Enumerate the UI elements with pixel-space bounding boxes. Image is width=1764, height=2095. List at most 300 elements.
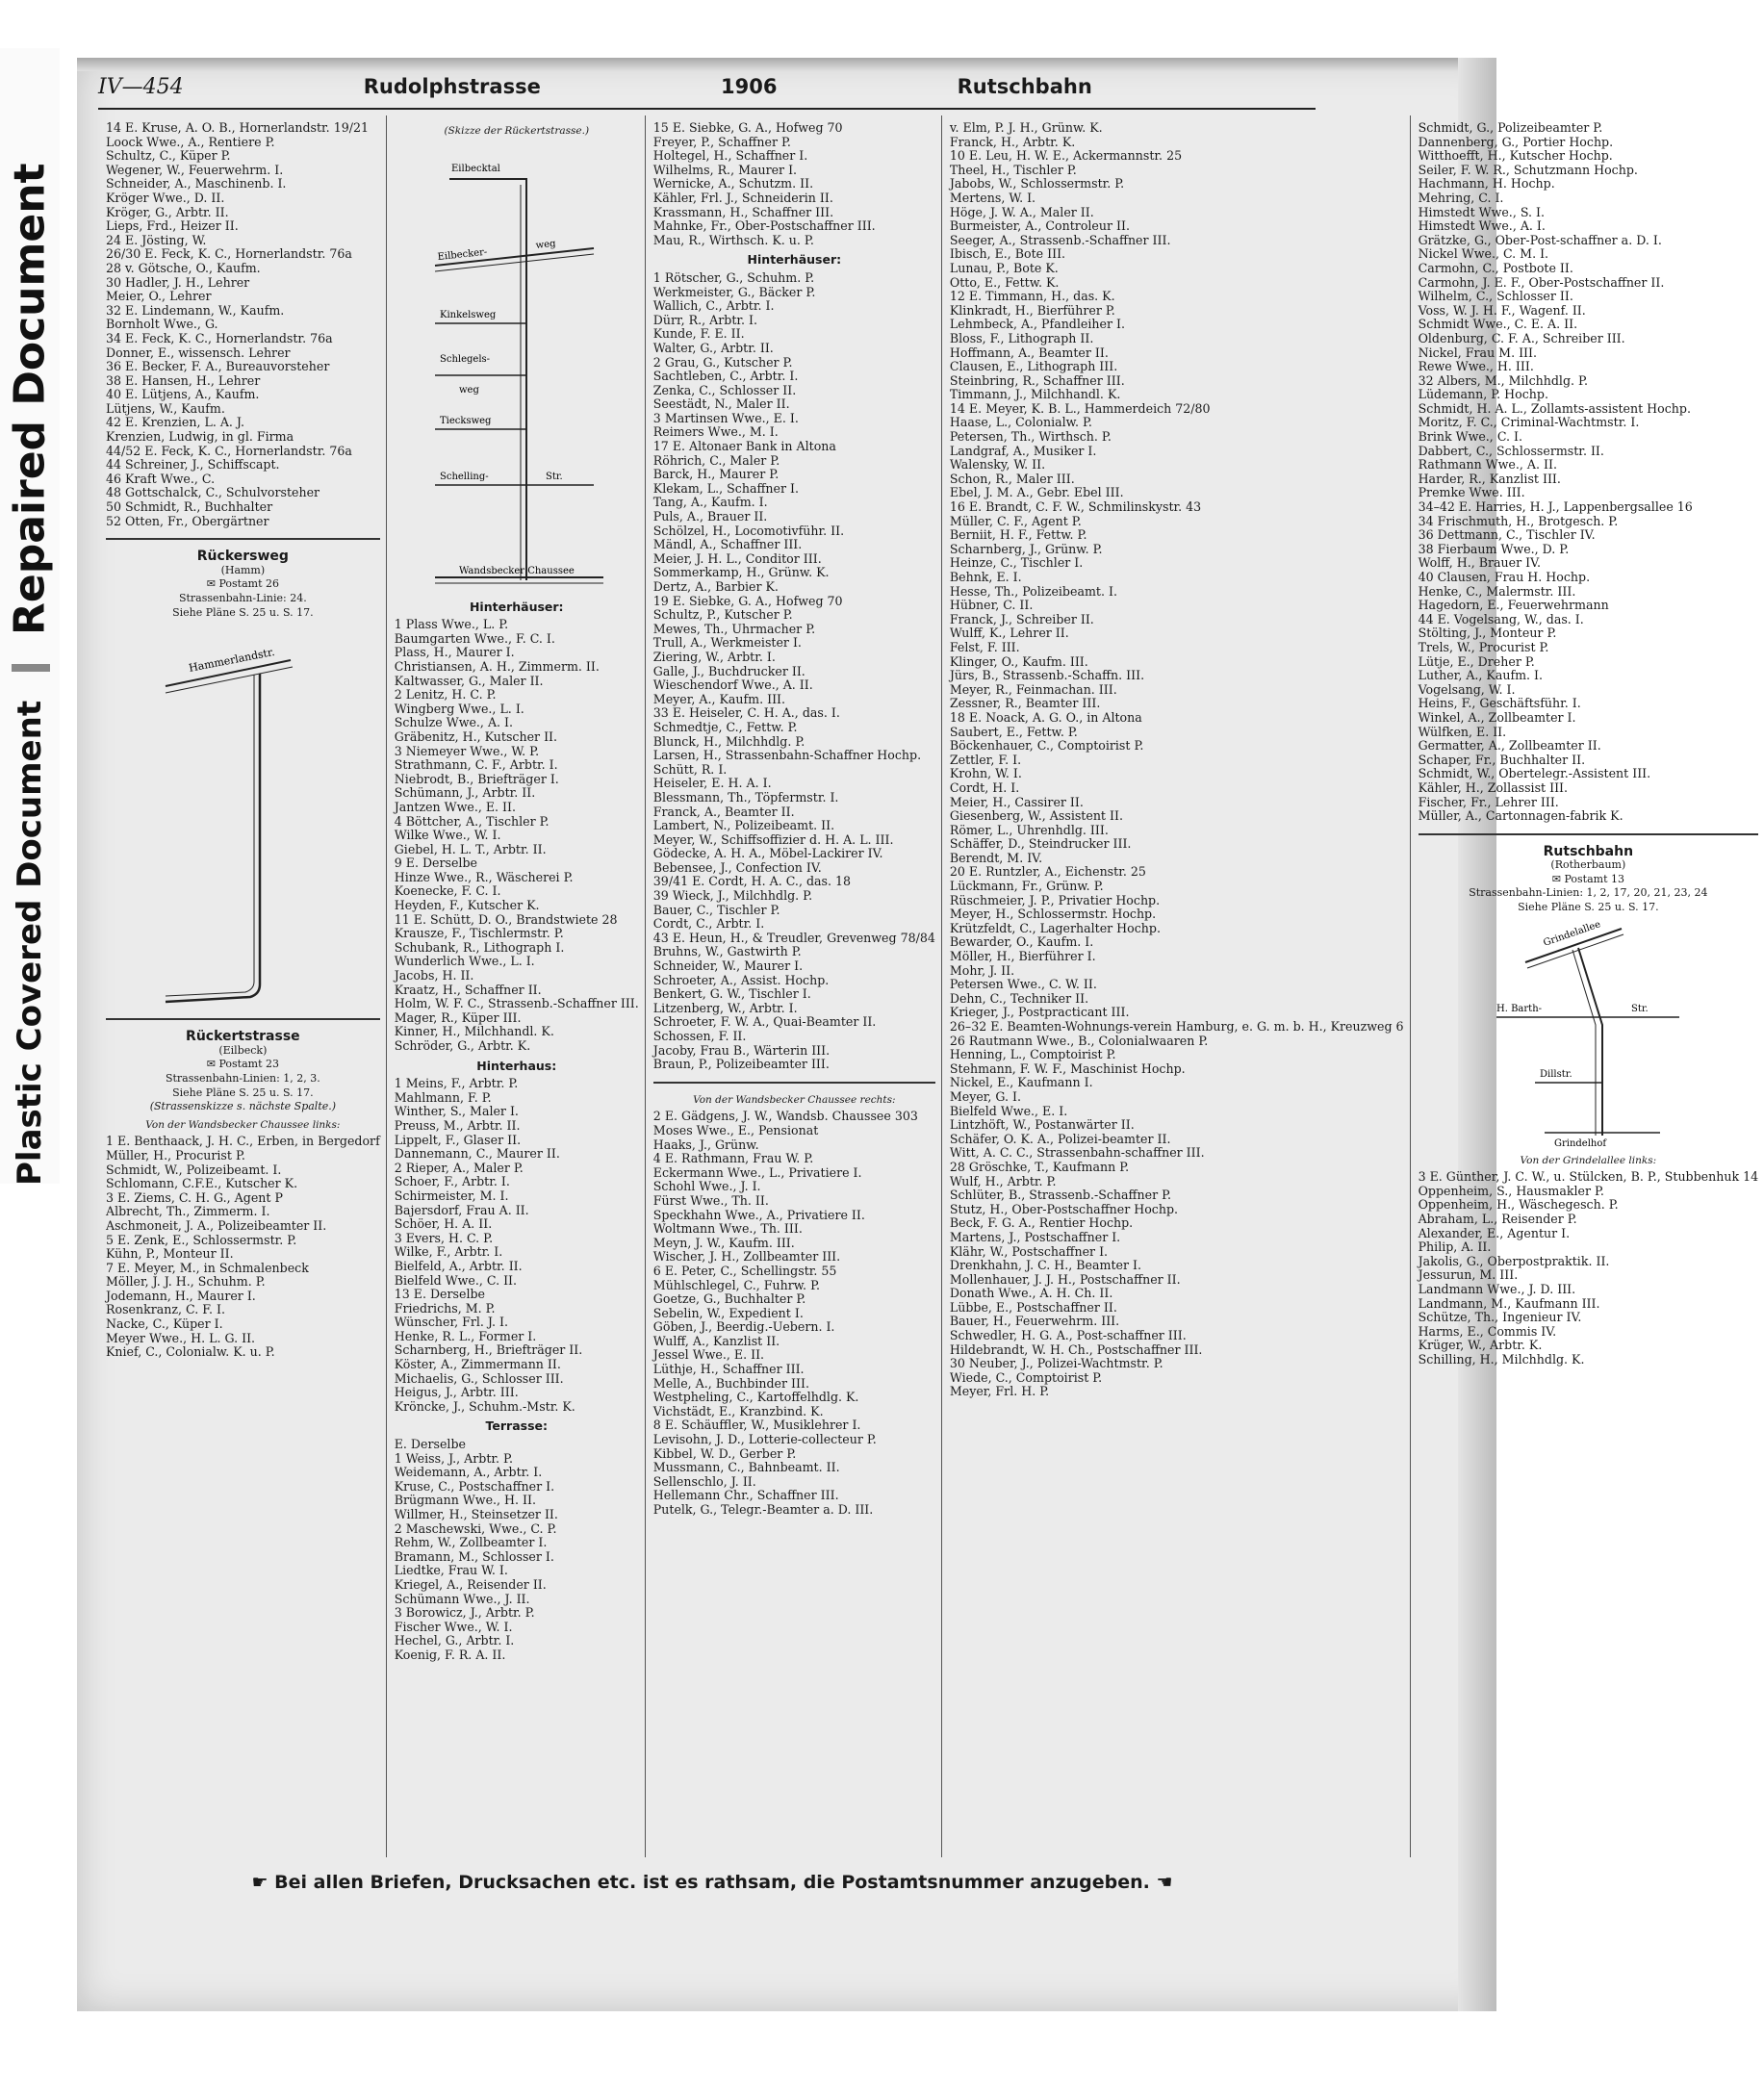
directory-entry: 2 Grau, G., Kutscher P. bbox=[652, 354, 793, 370]
directory-entry: Gödecke, A. H. A., Möbel-Lackirer IV. bbox=[652, 846, 883, 861]
directory-entry: Schulze Wwe., A. I. bbox=[394, 715, 514, 730]
directory-entry: Bauer, H., Feuerwehrm. III. bbox=[949, 1314, 1120, 1329]
directory-entry: Heiseler, E. H. A. I. bbox=[652, 776, 772, 791]
directory-entry: 46 Kraft Wwe., C. bbox=[106, 471, 216, 486]
directory-entry: Weidemann, A., Arbtr. I. bbox=[394, 1465, 543, 1480]
directory-entry: Schneider, W., Maurer I. bbox=[652, 958, 804, 974]
repaired-document-label: Repaired Document bbox=[5, 163, 55, 636]
section-plans: Siehe Pläne S. 25 u. S. 17. bbox=[172, 1086, 314, 1099]
directory-entry: Kaltwasser, G., Maler II. bbox=[394, 673, 544, 688]
hint-hinterhaeuser: Hinterhäuser: bbox=[747, 252, 842, 268]
directory-entry: Müller, C. F., Agent P. bbox=[949, 513, 1082, 528]
directory-entry: Bramann, M., Schlosser I. bbox=[394, 1548, 554, 1564]
plastic-covered-label: Plastic Covered Document bbox=[11, 700, 49, 1187]
directory-entry: Wieschendorf Wwe., A. II. bbox=[652, 677, 813, 693]
directory-entry: 12 E. Timmann, H., das. K. bbox=[949, 289, 1115, 304]
directory-entry: Meier, J. H. L., Conditor III. bbox=[652, 550, 822, 566]
directory-entry: Bielfeld Wwe., E. I. bbox=[949, 1103, 1068, 1118]
directory-entry: Krützfeldt, C., Lagerhalter Hochp. bbox=[949, 920, 1161, 935]
directory-entry: 36 Dettmann, C., Tischler IV. bbox=[1418, 527, 1596, 543]
directory-entry: Koenig, F. R. A. II. bbox=[394, 1647, 506, 1662]
directory-entry: 4 E. Rathmann, Frau W. P. bbox=[652, 1151, 814, 1166]
directory-entry: Puls, A., Brauer II. bbox=[652, 509, 768, 524]
directory-entry: Clausen, E., Lithograph III. bbox=[949, 359, 1118, 374]
directory-entry: Schöer, H. A. II. bbox=[394, 1216, 493, 1232]
directory-entry: Wingberg Wwe., L. I. bbox=[394, 701, 524, 716]
directory-entry: Albrecht, Th., Zimmerm. I. bbox=[106, 1204, 270, 1219]
section-lines: Strassenbahn-Linie: 24. bbox=[178, 592, 307, 604]
directory-entry: Kähler, H., Zollassist III. bbox=[1418, 779, 1569, 795]
directory-entry: Rosenkranz, C. F. I. bbox=[106, 1302, 225, 1317]
directory-entry: Stehmann, F. W. F., Maschinist Hochp. bbox=[949, 1060, 1186, 1076]
directory-entry: 34 E. Feck, K. C., Hornerlandstr. 76a bbox=[106, 330, 333, 345]
directory-entry: Schmidt, G., Polizeibeamter P. bbox=[1418, 120, 1603, 135]
directory-entry: Nickel, Frau M. III. bbox=[1418, 345, 1538, 360]
directory-entry: Fürst Wwe., Th. II. bbox=[652, 1192, 769, 1208]
directory-entry: Lintzhöft, W., Postanwärter II. bbox=[949, 1117, 1135, 1133]
directory-entry: Mohr, J. II. bbox=[949, 962, 1015, 978]
directory-entry: 14 E. Kruse, A. O. B., Hornerlandstr. 19/21 bbox=[106, 120, 369, 135]
directory-entry: Röhrich, C., Maler P. bbox=[652, 452, 780, 468]
rutschbahn-street-sketch bbox=[1487, 919, 1689, 1150]
directory-entry: 9 E. Derselbe bbox=[394, 856, 477, 871]
directory-entry: 26–32 E. Beamten-Wohnungs-verein Hamburg, e. G. m. b. H., Kreuzweg 6 bbox=[949, 1019, 1404, 1034]
directory-entry: Seiler, F. W. R., Schutzmann Hochp. bbox=[1418, 162, 1638, 177]
rueckertstrasse-street-sketch bbox=[421, 142, 613, 595]
section-title: Rückertstrasse bbox=[186, 1029, 300, 1045]
directory-entry: Schultz, C., Küper P. bbox=[106, 148, 231, 164]
directory-entry: 42 E. Krenzien, L. A. J. bbox=[106, 415, 244, 430]
directory-entry: Jessel Wwe., E. II. bbox=[652, 1347, 765, 1363]
directory-entry: Friedrichs, M. P. bbox=[394, 1300, 496, 1316]
directory-entry: Hoffmann, A., Beamter II. bbox=[949, 345, 1109, 360]
directory-entry: Braun, P., Polizeibeamter III. bbox=[652, 1057, 830, 1072]
directory-entry: Krüger, W., Arbtr. K. bbox=[1418, 1338, 1543, 1353]
map-street-label: Dillstr. bbox=[1540, 1068, 1572, 1080]
directory-entry: Schröder, G., Arbtr. K. bbox=[394, 1038, 531, 1053]
directory-entry: Schultz, P., Kutscher P. bbox=[652, 607, 793, 623]
map-street-label: Grindelhof bbox=[1554, 1137, 1607, 1149]
directory-entry: Klinger, O., Kaufm. III. bbox=[949, 653, 1088, 669]
directory-entry: Bewarder, O., Kaufm. I. bbox=[949, 934, 1094, 950]
directory-entry: 39/41 E. Cordt, H. A. C., das. 18 bbox=[652, 874, 852, 889]
directory-entry: 13 E. Derselbe bbox=[394, 1287, 485, 1302]
directory-entry: Alexander, E., Agentur I. bbox=[1418, 1225, 1571, 1240]
directory-entry: Christiansen, A. H., Zimmerm. II. bbox=[394, 658, 600, 674]
directory-entry: Berniit, H. F., Fettw. P. bbox=[949, 527, 1087, 543]
directory-entry: Lückmann, Fr., Grünw. P. bbox=[949, 879, 1104, 894]
directory-entry: Ziering, W., Arbtr. I. bbox=[652, 649, 776, 664]
directory-entry: 32 Albers, M., Milchhdlg. P. bbox=[1418, 372, 1588, 388]
directory-entry: Dannenberg, G., Portier Hochp. bbox=[1418, 134, 1614, 149]
directory-entry: Krieger, J., Postpracticant III. bbox=[949, 1005, 1130, 1020]
directory-entry: Germatter, A., Zollbeamter II. bbox=[1418, 738, 1601, 754]
directory-entry: 40 E. Lütjens, A., Kaufm. bbox=[106, 387, 260, 402]
directory-entry: Oldenburg, C. F. A., Schreiber III. bbox=[1418, 330, 1625, 345]
map-street-label: Eilbecktal bbox=[450, 163, 500, 174]
directory-entry: Luther, A., Kaufm. I. bbox=[1418, 668, 1544, 683]
directory-entry: Otto, E., Fettw. K. bbox=[949, 274, 1060, 290]
map-street-label: Tiecksweg bbox=[439, 415, 492, 426]
pointing-hand-left-icon: ☛ bbox=[251, 1872, 268, 1893]
directory-entry: Trull, A., Werkmeister I. bbox=[652, 635, 802, 651]
directory-entry: Schossen, F. II. bbox=[652, 1029, 747, 1043]
directory-entry: Barck, H., Maurer P. bbox=[652, 467, 780, 482]
directory-entry: Wulf, H., Arbtr. P. bbox=[949, 1173, 1057, 1188]
directory-entry: Seeger, A., Strassenb.-Schaffner III. bbox=[949, 232, 1171, 247]
directory-entry: 8 E. Schäuffler, W., Musiklehrer I. bbox=[652, 1418, 861, 1433]
directory-entry: Saubert, E., Fettw. P. bbox=[949, 724, 1078, 739]
directory-entry: Möller, J. J. H., Schuhm. P. bbox=[106, 1274, 266, 1290]
directory-entry: Henke, R. L., Former I. bbox=[394, 1328, 537, 1343]
directory-entry: 10 E. Leu, H. W. E., Ackermannstr. 25 bbox=[949, 148, 1183, 164]
directory-entry: Lütje, E., Dreher P. bbox=[1418, 653, 1535, 669]
map-street-label: weg bbox=[534, 238, 556, 251]
directory-entry: 38 Fierbaum Wwe., D. P. bbox=[1418, 541, 1570, 556]
directory-entry: Lüthje, H., Schaffner III. bbox=[652, 1362, 805, 1377]
directory-entry: 1 E. Benthaack, J. H. C., Erben, in Bergedorf bbox=[106, 1134, 380, 1149]
directory-entry: v. Elm, P. J. H., Grünw. K. bbox=[949, 120, 1103, 135]
directory-entry: Krassmann, H., Schaffner III. bbox=[652, 204, 834, 219]
directory-entry: Klinkradt, H., Bierführer P. bbox=[949, 302, 1115, 318]
directory-entry: 3 E. Ziems, C. H. G., Agent P bbox=[106, 1189, 283, 1205]
section-rueckersweg bbox=[106, 549, 380, 620]
directory-entry: Woltmann Wwe., Th. III. bbox=[652, 1221, 803, 1237]
directory-entry: Himstedt Wwe., A. I. bbox=[1418, 218, 1546, 234]
directory-entry: 14 E. Meyer, K. B. L., Hammerdeich 72/80 bbox=[949, 400, 1211, 416]
directory-entry: Oppenheim, S., Hausmakler P. bbox=[1418, 1183, 1604, 1198]
directory-entry: Lieps, Frd., Heizer II. bbox=[106, 218, 239, 234]
directory-entry: E. Derselbe bbox=[394, 1437, 466, 1452]
section-post: ✉ Postamt 26 bbox=[206, 577, 279, 591]
directory-entry: 44 E. Vogelsang, W., das. I. bbox=[1418, 611, 1584, 626]
directory-entry: Jakolis, G., Oberpostpraktik. II. bbox=[1418, 1253, 1610, 1268]
directory-entry: Knief, C., Colonialw. K. u. P. bbox=[106, 1344, 275, 1360]
directory-entry: Cordt, C., Arbtr. I. bbox=[652, 916, 765, 932]
directory-entry: Larsen, H., Strassenbahn-Schaffner Hochp. bbox=[652, 748, 922, 763]
directory-entry: Bajersdorf, Frau A. II. bbox=[394, 1202, 529, 1217]
directory-entry: Lippelt, F., Glaser II. bbox=[394, 1132, 522, 1147]
directory-entry: Jessurun, M. III. bbox=[1418, 1267, 1519, 1283]
directory-entry: Schubank, R., Lithograph I. bbox=[394, 939, 565, 955]
directory-entry: Krenzien, Ludwig, in gl. Firma bbox=[106, 429, 294, 445]
directory-entry: Schmidt Wwe., C. E. A. II. bbox=[1418, 317, 1578, 332]
directory-entry: Klähr, W., Postschaffner I. bbox=[949, 1243, 1109, 1259]
directory-entry: 44/52 E. Feck, K. C., Hornerlandstr. 76a bbox=[106, 443, 352, 458]
directory-entry: Scharnberg, J., Grünw. P. bbox=[949, 541, 1103, 556]
directory-entry: Meyer, A., Kaufm. III. bbox=[652, 691, 786, 706]
directory-entry: Kinner, H., Milchhandl. K. bbox=[394, 1024, 554, 1039]
col1-entries bbox=[106, 121, 380, 528]
direction-note: Von der Wandsbecker Chaussee rechts: bbox=[693, 1093, 896, 1106]
directory-entry: Putelk, G., Telegr.-Beamter a. D. III. bbox=[652, 1502, 874, 1517]
directory-entry: Moritz, F. C., Criminal-Wachtmstr. I. bbox=[1418, 415, 1640, 430]
directory-entry: 33 E. Heiseler, C. H. A., das. I. bbox=[652, 705, 840, 721]
directory-entry: 44 Schreiner, J., Schiffscapt. bbox=[106, 457, 280, 473]
directory-entry: Carmohn, J. E. F., Ober-Postschaffner II. bbox=[1418, 274, 1665, 290]
directory-entry: Meyer, Frl. H. P. bbox=[949, 1384, 1050, 1399]
directory-entry: Reimers Wwe., M. I. bbox=[652, 424, 779, 440]
directory-entry: Wülfken, E. II. bbox=[1418, 724, 1507, 739]
directory-entry: Vogelsang, W. I. bbox=[1418, 681, 1516, 697]
directory-entry: Meyer, W., Schiffsoffizier d. H. A. L. III. bbox=[652, 831, 894, 847]
directory-entry: Köster, A., Zimmermann II. bbox=[394, 1357, 561, 1372]
directory-entry: Heyden, F., Kutscher K. bbox=[394, 898, 540, 913]
directory-entry: Michaelis, G., Schlosser III. bbox=[394, 1370, 564, 1386]
directory-entry: Mühlschlegel, C., Fuhrw. P. bbox=[652, 1277, 820, 1292]
directory-entry: Gräbenitz, H., Kutscher II. bbox=[394, 728, 558, 744]
directory-entry: Landgraf, A., Musiker I. bbox=[949, 443, 1097, 458]
directory-entry: 28 Gröschke, T., Kaufmann P. bbox=[949, 1159, 1130, 1174]
directory-entry: Donath Wwe., A. H. Ch. II. bbox=[949, 1286, 1113, 1301]
directory-entry: Mändl, A., Schaffner III. bbox=[652, 537, 803, 552]
directory-entry: Schäfer, O. K. A., Polizei-beamter II. bbox=[949, 1131, 1171, 1146]
directory-entry: Lambert, N., Polizeibeamt. II. bbox=[652, 818, 835, 833]
directory-entry: Brink Wwe., C. I. bbox=[1418, 429, 1522, 445]
directory-entry: Wiede, C., Comptoirist P. bbox=[949, 1369, 1103, 1385]
directory-columns bbox=[98, 115, 1759, 1857]
directory-entry: Schilling, H., Milchhdlg. K. bbox=[1418, 1351, 1585, 1367]
directory-entry: 52 Otten, Fr., Obergärtner bbox=[106, 513, 269, 528]
directory-entry: Wolff, H., Brauer IV. bbox=[1418, 555, 1542, 571]
directory-entry: Hildebrandt, W. H. Ch., Postschaffner III. bbox=[949, 1341, 1203, 1357]
directory-entry: Sebelin, W., Expedient I. bbox=[652, 1305, 804, 1320]
directory-entry: Müller, H., Procurist P. bbox=[106, 1147, 245, 1162]
directory-entry: Mollenhauer, J. J. H., Postschaffner II. bbox=[949, 1271, 1181, 1287]
column-2 bbox=[387, 115, 646, 1857]
directory-entry: Mertens, W. I. bbox=[949, 190, 1036, 205]
directory-entry: Berendt, M. IV. bbox=[949, 850, 1043, 865]
directory-entry: Franck, H., Arbtr. K. bbox=[949, 134, 1076, 149]
section-plans: Siehe Pläne S. 25 u. S. 17. bbox=[172, 605, 314, 619]
map-street-label: Schlegels- bbox=[439, 353, 490, 365]
directory-entry: Dehn, C., Techniker II. bbox=[949, 990, 1089, 1006]
directory-entry: Martens, J., Postschaffner I. bbox=[949, 1229, 1121, 1244]
section-rule bbox=[106, 538, 380, 540]
directory-entry: Kraatz, H., Schaffner II. bbox=[394, 982, 542, 997]
directory-entry: Moses Wwe., E., Pensionat bbox=[652, 1122, 819, 1137]
directory-entry: Rathmann Wwe., A. II. bbox=[1418, 457, 1557, 473]
directory-entry: 7 E. Meyer, M., in Schmalenbeck bbox=[106, 1260, 309, 1275]
directory-entry: 1 Rötscher, G., Schuhm. P. bbox=[652, 269, 815, 285]
header-year: 1906 bbox=[721, 75, 778, 98]
directory-entry: Meyer, R., Feinmachan. III. bbox=[949, 681, 1117, 697]
directory-entry: Schneider, A., Maschinenb. I. bbox=[106, 176, 287, 192]
directory-entry: 2 E. Gädgens, J. W., Wandsb. Chaussee 303 bbox=[652, 1109, 918, 1124]
directory-entry: Ibisch, E., Bote III. bbox=[949, 246, 1066, 262]
map-street-label: weg bbox=[458, 384, 479, 396]
directory-entry: Loock Wwe., A., Rentiere P. bbox=[106, 134, 275, 149]
directory-entry: Blunck, H., Milchhdlg. P. bbox=[652, 733, 805, 749]
directory-entry: 40 Clausen, Frau H. Hochp. bbox=[1418, 570, 1591, 584]
directory-entry: Wallich, C., Arbtr. I. bbox=[652, 298, 775, 314]
directory-entry: Oppenheim, H., Wäschegesch. P. bbox=[1418, 1197, 1619, 1213]
footer-notice bbox=[173, 1872, 1251, 1893]
directory-entry: Krohn, W. I. bbox=[949, 766, 1022, 781]
direction-note: Von der Wandsbecker Chaussee links: bbox=[145, 1118, 341, 1131]
directory-entry: Nickel Wwe., C. M. I. bbox=[1418, 246, 1549, 262]
directory-entry: Meier, O., Lehrer bbox=[106, 289, 212, 304]
header-left-street: Rudolphstrasse bbox=[363, 75, 541, 98]
directory-entry: Wischer, J. H., Zollbeamter III. bbox=[652, 1249, 841, 1265]
directory-entry: Schmedtje, C., Fettw. P. bbox=[652, 719, 798, 734]
directory-entry: Speckhahn Wwe., A., Privatiere II. bbox=[652, 1207, 865, 1222]
map-street-label: Kinkelsweg bbox=[439, 309, 497, 320]
col3-entries-1 bbox=[653, 121, 935, 247]
col3-entries-2 bbox=[653, 271, 935, 1072]
directory-entry: 2 Maschewski, Wwe., C. P. bbox=[394, 1520, 557, 1536]
directory-entry: Franck, J., Schreiber II. bbox=[949, 611, 1094, 626]
directory-entry: Hinze Wwe., R., Wäscherei P. bbox=[394, 869, 574, 884]
directory-entry: Goetze, G., Buchhalter P. bbox=[652, 1291, 806, 1307]
directory-entry: Kähler, Frl. J., Schneiderin II. bbox=[652, 190, 833, 205]
directory-entry: Dürr, R., Arbtr. I. bbox=[652, 312, 758, 327]
directory-entry: Bloss, F., Lithograph II. bbox=[949, 330, 1094, 345]
directory-entry: Harms, E., Commis IV. bbox=[1418, 1323, 1557, 1339]
directory-entry: Wulff, A., Kanzlist II. bbox=[652, 1333, 780, 1348]
directory-entry: Zenka, C., Schlosser II. bbox=[652, 382, 797, 397]
directory-entry: Haaks, J., Grünw. bbox=[652, 1137, 759, 1152]
directory-entry: 1 Weiss, J., Arbtr. P. bbox=[394, 1450, 513, 1466]
map-street-label: Grindelallee bbox=[1542, 918, 1603, 949]
directory-entry: Sachtleben, C., Arbtr. I. bbox=[652, 369, 799, 384]
directory-entry: Rüschmeier, J. P., Privatier Hochp. bbox=[949, 892, 1161, 907]
directory-entry: Bauer, C., Tischler P. bbox=[652, 902, 780, 917]
directory-entry: Dertz, A., Barbier K. bbox=[652, 579, 779, 594]
directory-entry: Donner, E., wissensch. Lehrer bbox=[106, 345, 291, 360]
directory-entry: Landmann, M., Kaufmann III. bbox=[1418, 1295, 1600, 1311]
section-plans: Siehe Pläne S. 25 u. S. 17. bbox=[1518, 901, 1659, 914]
directory-entry: 3 Borowicz, J., Arbtr. P. bbox=[394, 1605, 535, 1621]
directory-entry: Schmidt, W., Polizeibeamt. I. bbox=[106, 1162, 282, 1177]
directory-entry: Mewes, Th., Uhrmacher P. bbox=[652, 621, 816, 636]
directory-entry: Schohl Wwe., J. I. bbox=[652, 1179, 761, 1194]
label-separator bbox=[12, 664, 50, 672]
directory-entry: Fischer Wwe., W. I. bbox=[394, 1619, 513, 1634]
directory-entry: Dannemann, C., Maurer II. bbox=[394, 1146, 560, 1162]
directory-entry: Walter, G., Arbtr. II. bbox=[652, 340, 774, 355]
directory-entry: Mau, R., Wirthsch. K. u. P. bbox=[652, 232, 814, 247]
page-number: IV—454 bbox=[98, 75, 184, 99]
directory-entry: Trels, W., Procurist P. bbox=[1418, 639, 1549, 654]
directory-entry: Timmann, J., Milchhandl. K. bbox=[949, 387, 1121, 402]
directory-entry: Levisohn, J. D., Lotterie-collecteur P. bbox=[652, 1432, 877, 1447]
directory-entry: Rewe Wwe., H. III. bbox=[1418, 359, 1534, 374]
directory-entry: Philip, A. II. bbox=[1418, 1239, 1492, 1255]
col5-entries-2 bbox=[1419, 1170, 1759, 1367]
directory-entry: 50 Schmidt, R., Buchhalter bbox=[106, 499, 273, 515]
directory-entry: Nacke, C., Küper I. bbox=[106, 1316, 223, 1332]
map-caption: (Skizze der Rückertstrasse.) bbox=[444, 125, 590, 137]
column-4 bbox=[942, 115, 1411, 1857]
directory-entry: 24 E. Jösting, W. bbox=[106, 232, 207, 247]
directory-entry: 18 E. Noack, A. G. O., in Altona bbox=[949, 709, 1142, 725]
directory-entry: Strathmann, C. F., Arbtr. I. bbox=[394, 757, 558, 773]
directory-entry: Kibbel, W. D., Gerber P. bbox=[652, 1445, 797, 1461]
section-note: (Strassenskizze s. nächste Spalte.) bbox=[149, 1100, 337, 1113]
directory-entry: 1 Meins, F., Arbtr. P. bbox=[394, 1076, 519, 1091]
directory-entry: Niebrodt, B., Briefträger I. bbox=[394, 771, 559, 786]
directory-entry: Klekam, L., Schaffner I. bbox=[652, 480, 799, 496]
column-1 bbox=[98, 115, 387, 1857]
directory-entry: 2 Rieper, A., Maler P. bbox=[394, 1160, 524, 1175]
directory-entry: Dabbert, C., Schlossermstr. II. bbox=[1418, 443, 1604, 458]
directory-entry: Göben, J., Beerdig.-Uebern. I. bbox=[652, 1319, 835, 1335]
header-right-street: Rutschbahn bbox=[957, 75, 1092, 98]
col3-entries-3 bbox=[653, 1110, 935, 1517]
directory-entry: Westpheling, C., Kartoffelhdlg. K. bbox=[652, 1390, 859, 1405]
col2-entries-2 bbox=[395, 1077, 639, 1414]
directory-entry: Brügmann Wwe., H. II. bbox=[394, 1493, 536, 1508]
directory-entry: Schaper, Fr., Buchhalter II. bbox=[1418, 752, 1586, 767]
directory-entry: Holm, W. F. C., Strassenb.-Schaffner III. bbox=[394, 996, 639, 1011]
directory-entry: Nickel, E., Kaufmann I. bbox=[949, 1075, 1093, 1090]
directory-entry: Bielfeld Wwe., C. II. bbox=[394, 1272, 518, 1288]
col4-entries-1 bbox=[950, 121, 1404, 1399]
directory-entry: Hechel, G., Arbtr. I. bbox=[394, 1633, 515, 1648]
directory-entry: Kühn, P., Monteur II. bbox=[106, 1246, 234, 1262]
map-street-label: Hammerlandstr. bbox=[188, 646, 276, 676]
directory-entry: Schirmeister, M. I. bbox=[394, 1188, 509, 1203]
directory-entry: Kröger, G., Arbtr. II. bbox=[106, 204, 229, 219]
pointing-hand-right-icon: ☚ bbox=[1156, 1872, 1173, 1893]
directory-entry: Mahlmann, F. P. bbox=[394, 1089, 492, 1105]
directory-entry: 38 E. Hansen, H., Lehrer bbox=[106, 372, 261, 388]
directory-entry: 15 E. Siebke, G. A., Hofweg 70 bbox=[652, 120, 843, 135]
directory-entry: Witt, A. C. C., Strassenbahn-schaffner III. bbox=[949, 1145, 1205, 1161]
directory-entry: Müller, A., Cartonnagen-fabrik K. bbox=[1418, 808, 1623, 824]
directory-entry: 26/30 E. Feck, K. C., Hornerlandstr. 76a bbox=[106, 246, 352, 262]
directory-entry: Hachmann, H. Hochp. bbox=[1418, 176, 1555, 192]
direction-note: Von der Grindelallee links: bbox=[1520, 1154, 1657, 1166]
directory-entry: Carmohn, C., Postbote II. bbox=[1418, 260, 1573, 275]
directory-entry: Kriegel, A., Reisender II. bbox=[394, 1576, 547, 1592]
directory-entry: Drenkhahn, J. C. H., Beamter I. bbox=[949, 1258, 1141, 1273]
directory-entry: Melle, A., Buchbinder III. bbox=[652, 1375, 809, 1391]
directory-entry: 20 E. Runtzler, A., Eichenstr. 25 bbox=[949, 864, 1146, 880]
column-3 bbox=[646, 115, 942, 1857]
directory-entry: Schwedler, H. G. A., Post-schaffner III. bbox=[949, 1328, 1187, 1343]
directory-entry: Böckenhauer, C., Comptoirist P. bbox=[949, 738, 1144, 754]
directory-entry: Hesse, Th., Polizeibeamt. I. bbox=[949, 583, 1117, 599]
directory-entry: Mussmann, C., Bahnbeamt. II. bbox=[652, 1460, 840, 1475]
directory-entry: Grätzke, G., Ober-Post-schaffner a. D. I. bbox=[1418, 232, 1662, 247]
directory-entry: Wilhelm, C., Schlosser II. bbox=[1418, 289, 1573, 304]
directory-entry: Mahnke, Fr., Ober-Postschaffner III. bbox=[652, 218, 876, 234]
directory-entry: Schroeter, A., Assist. Hochp. bbox=[652, 972, 830, 987]
directory-entry: Tang, A., Kaufm. I. bbox=[652, 495, 768, 510]
directory-entry: Franck, A., Beamter II. bbox=[652, 804, 795, 819]
directory-entry: Walensky, W. II. bbox=[949, 457, 1046, 473]
directory-entry: 3 E. Günther, J. C. W., u. Stülcken, B. P., Stubbenhuk 14 bbox=[1418, 1169, 1759, 1185]
directory-entry: Bielfeld, A., Arbtr. II. bbox=[394, 1258, 523, 1273]
directory-entry: Premke Wwe. III. bbox=[1418, 485, 1525, 500]
directory-entry: Beck, F. G. A., Rentier Hochp. bbox=[949, 1215, 1134, 1231]
directory-entry: Kunde, F. E. II. bbox=[652, 326, 745, 342]
directory-entry: Zettler, F. I. bbox=[949, 752, 1022, 767]
directory-entry: Lunau, P., Bote K. bbox=[949, 260, 1059, 275]
directory-entry: 34 Frischmuth, H., Brotgesch. P. bbox=[1418, 513, 1619, 528]
directory-entry: 26 Rautmann Wwe., B., Colonialwaaren P. bbox=[949, 1033, 1209, 1048]
directory-entry: Henke, C., Malermstr. III. bbox=[1418, 583, 1576, 599]
directory-entry: 48 Gottschalck, C., Schulvorsteher bbox=[106, 485, 320, 500]
directory-entry: Galle, J., Buchdrucker II. bbox=[652, 663, 805, 678]
directory-entry: 3 Evers, H. C. P. bbox=[394, 1230, 494, 1245]
directory-entry: Heinze, C., Tischler I. bbox=[949, 555, 1084, 571]
directory-entry: 28 v. Götsche, O., Kaufm. bbox=[106, 260, 261, 275]
directory-entry: Lütjens, W., Kaufm. bbox=[106, 400, 225, 416]
map-street-label: Str. bbox=[1631, 1003, 1649, 1014]
